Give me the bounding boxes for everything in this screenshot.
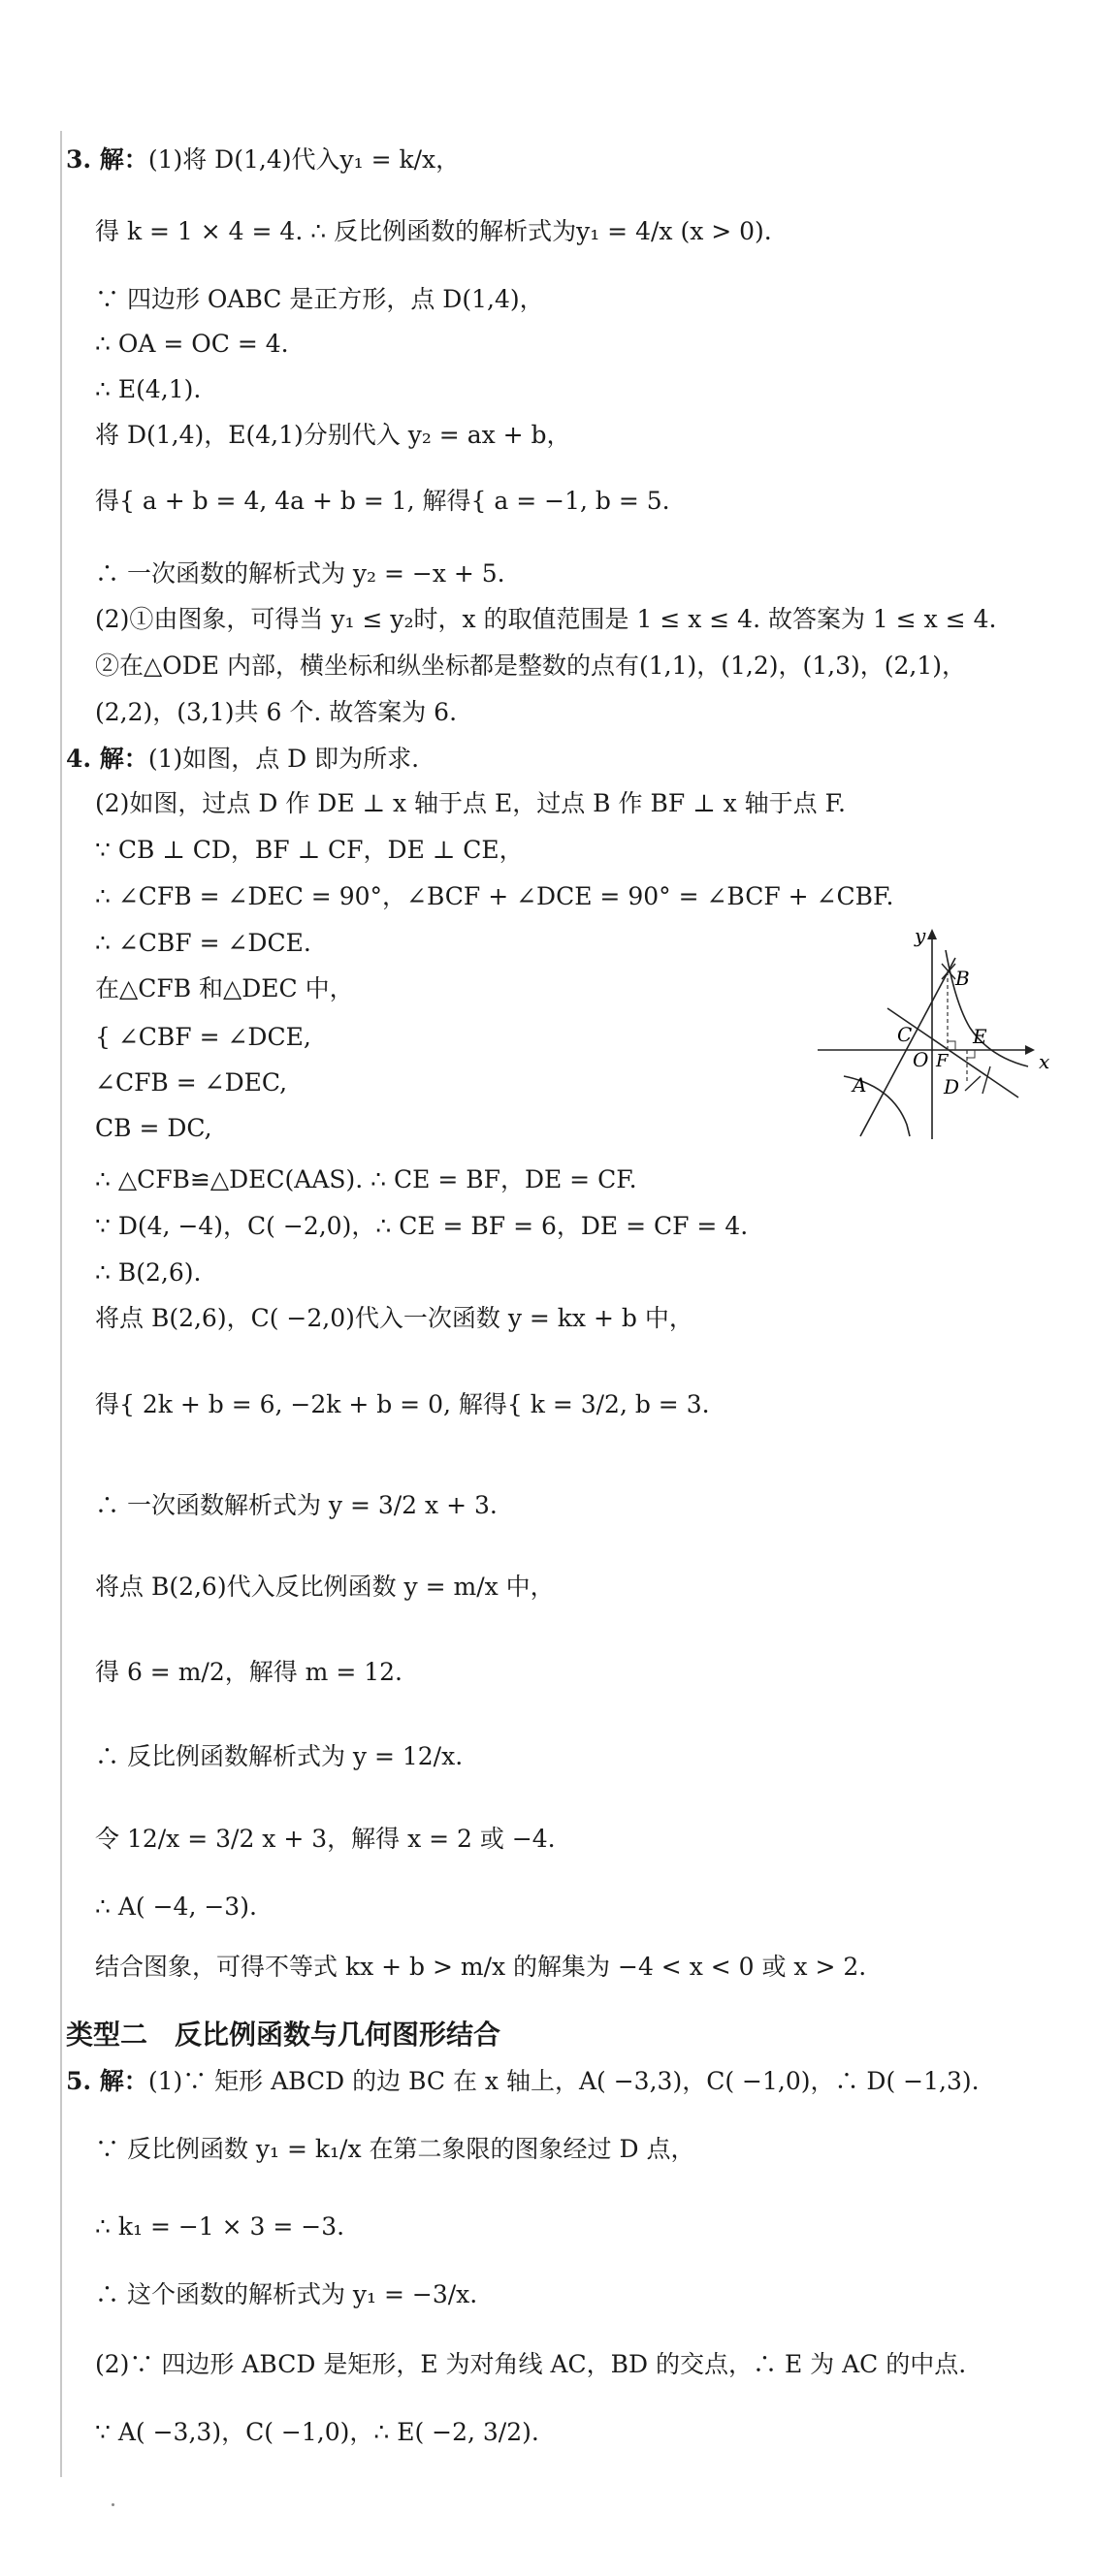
- line-text: (1)∵ 矩形 ABCD 的边 BC 在 x 轴上，A( −3,3)，C( −1,0)，∴ D( −1,3).: [147, 2067, 980, 2095]
- right-angle-e: [967, 1050, 975, 1058]
- label-a: A: [853, 1073, 867, 1097]
- solution-line: [95, 1740, 463, 1773]
- label-x: x: [1039, 1050, 1050, 1073]
- line-text: 得{ 2k + b = 6, −2k + b = 0, 解得{ k = 3/2, b = 3.: [95, 1390, 710, 1418]
- line-text: ∴ △CFB≌△DEC(AAS). ∴ CE = BF，DE = CF.: [95, 1165, 637, 1193]
- solution-line: [95, 1066, 287, 1099]
- solution-line: [95, 215, 772, 248]
- solution-line: [95, 696, 457, 729]
- line-text: 将点 B(2,6)，C( −2,0)代入一次函数 y = kx + b 中，: [95, 1304, 693, 1332]
- line-text: (2,2)，(3,1)共 6 个. 故答案为 6.: [95, 698, 458, 726]
- label-y: y: [915, 924, 926, 947]
- coordinate-figure: [810, 921, 1052, 1144]
- line-text: ∴ ∠CFB = ∠DEC = 90°，∠BCF + ∠DCE = 90° = ∠BCF + ∠CBF.: [95, 882, 894, 910]
- solution-line: [66, 2065, 980, 2098]
- solution-line: [95, 972, 354, 1005]
- solution-line: [95, 2278, 477, 2311]
- solution-line: [95, 927, 311, 960]
- line-text: { ∠CBF = ∠DCE,: [95, 1023, 311, 1051]
- line-text: 得{ a + b = 4, 4a + b = 1, 解得{ a = −1, b = 5.: [95, 487, 670, 515]
- line-text: 得 6 = m/2，解得 m = 12.: [95, 1658, 403, 1686]
- label-b: B: [955, 967, 970, 990]
- line-text: 令 12/x = 3/2 x + 3，解得 x = 2 或 −4.: [95, 1825, 556, 1853]
- right-angle-f: [948, 1041, 955, 1050]
- label-c: C: [897, 1023, 913, 1046]
- line-text: ∴ k₁ = −1 × 3 = −3.: [95, 2212, 345, 2241]
- line-text: CB = DC,: [95, 1114, 212, 1142]
- line-text: ∴ 一次函数的解析式为 y₂ = −x + 5.: [95, 559, 505, 588]
- solution-line: [95, 1163, 637, 1196]
- line-text: (2)∵ 四边形 ABCD 是矩形，E 为对角线 AC，BD 的交点，∴ E 为 AC 的中点.: [95, 2350, 967, 2378]
- solution-line: [95, 1388, 710, 1421]
- x-axis-arrow: [1025, 1045, 1035, 1055]
- solution-line: [95, 2348, 966, 2381]
- problem-number: 5. 解：: [66, 2067, 148, 2095]
- line-text: ∵ 四边形 OABC 是正方形，点 D(1,4)，: [95, 285, 544, 313]
- cross-d-2: [982, 1066, 990, 1094]
- line-text: 结合图象，可得不等式 kx + b > m/x 的解集为 −4 < x < 0 或 x > 2.: [95, 1953, 867, 1981]
- solution-line: [95, 1112, 212, 1145]
- solution-line: [95, 1891, 257, 1924]
- label-f: F: [936, 1051, 949, 1071]
- solution-line: [95, 283, 544, 316]
- line-text: ∴ E(4,1).: [95, 375, 202, 403]
- line-cb: [860, 958, 955, 1136]
- line-text: (1)将 D(1,4)代入y₁ = k/x，: [147, 145, 461, 174]
- margin-rule: [60, 131, 62, 2477]
- line-text: ∴ OA = OC = 4.: [95, 330, 289, 358]
- solution-line: [95, 834, 524, 867]
- line-text: (2)①由图象，可得当 y₁ ≤ y₂时，x 的取值范围是 1 ≤ x ≤ 4. 故答案为 1 ≤ x ≤ 4.: [95, 605, 997, 633]
- solution-line: [66, 743, 419, 776]
- solution-line: [95, 1951, 866, 1984]
- line-text: ∴ 反比例函数解析式为 y = 12/x.: [95, 1742, 464, 1770]
- solution-line: [95, 328, 289, 361]
- label-o: O: [913, 1048, 929, 1071]
- line-text: ∵ A( −3,3)，C( −1,0)，∴ E( −2, 3/2).: [95, 2418, 539, 2446]
- line-text: ∵ 反比例函数 y₁ = k₁/x 在第二象限的图象经过 D 点，: [95, 2135, 695, 2163]
- line-text: ②在△ODE 内部，横坐标和纵坐标都是整数的点有(1,1)，(1,2)，(1,3)，(2,1)，: [95, 652, 967, 680]
- solution-line: [95, 1489, 498, 1522]
- line-text: ∴ B(2,6).: [95, 1258, 202, 1287]
- line-text: ∠CFB = ∠DEC,: [95, 1068, 288, 1097]
- label-e: E: [973, 1025, 987, 1048]
- solution-line: [95, 1571, 555, 1604]
- solution-line: [95, 1823, 556, 1856]
- line-text: (2)如图，过点 D 作 DE ⊥ x 轴于点 E，过点 B 作 BF ⊥ x 轴于点 F.: [95, 789, 846, 817]
- solution-line: [95, 557, 505, 590]
- section-heading: [66, 2019, 500, 2051]
- solution-line: [95, 787, 846, 820]
- line-text: ∵ D(4, −4)，C( −2,0)，∴ CE = BF = 6，DE = CF = 4.: [95, 1212, 749, 1240]
- label-d: D: [944, 1075, 960, 1098]
- solution-line: [95, 603, 996, 636]
- line-text: ∴ ∠CBF = ∠DCE.: [95, 929, 311, 957]
- problem-number: 3. 解：: [66, 145, 148, 174]
- line-text: ∴ 一次函数解析式为 y = 3/2 x + 3.: [95, 1491, 498, 1519]
- solution-line: [66, 143, 460, 176]
- solution-line: [95, 1021, 311, 1054]
- solution-line: [95, 419, 571, 452]
- solution-line: [95, 650, 966, 683]
- solution-line: [95, 880, 893, 913]
- problem-number: 4. 解：: [66, 745, 148, 773]
- line-text: 类型二 反比例函数与几何图形结合: [66, 2019, 501, 2051]
- solution-line: [95, 1302, 693, 1335]
- solution-line: [95, 2133, 694, 2166]
- solution-line: [95, 1256, 201, 1289]
- page-dot: [112, 2503, 114, 2506]
- solution-line: [95, 2210, 344, 2243]
- line-text: 在△CFB 和△DEC 中，: [95, 974, 354, 1002]
- solution-line: [95, 1656, 403, 1689]
- line-text: 将点 B(2,6)代入反比例函数 y = m/x 中，: [95, 1573, 555, 1601]
- solution-line: [95, 373, 201, 406]
- y-axis-arrow: [927, 929, 937, 939]
- line-text: ∴ 这个函数的解析式为 y₁ = −3/x.: [95, 2280, 478, 2308]
- line-text: 将 D(1,4)，E(4,1)分别代入 y₂ = ax + b，: [95, 421, 571, 449]
- line-text: (1)如图，点 D 即为所求.: [147, 745, 420, 773]
- solution-line: [95, 485, 670, 518]
- solution-line: [95, 2416, 539, 2449]
- line-text: ∵ CB ⊥ CD，BF ⊥ CF，DE ⊥ CE，: [95, 836, 524, 864]
- solution-line: [95, 1210, 748, 1243]
- line-text: 得 k = 1 × 4 = 4. ∴ 反比例函数的解析式为y₁ = 4/x (x > 0).: [95, 217, 772, 245]
- line-text: ∴ A( −4, −3).: [95, 1892, 257, 1921]
